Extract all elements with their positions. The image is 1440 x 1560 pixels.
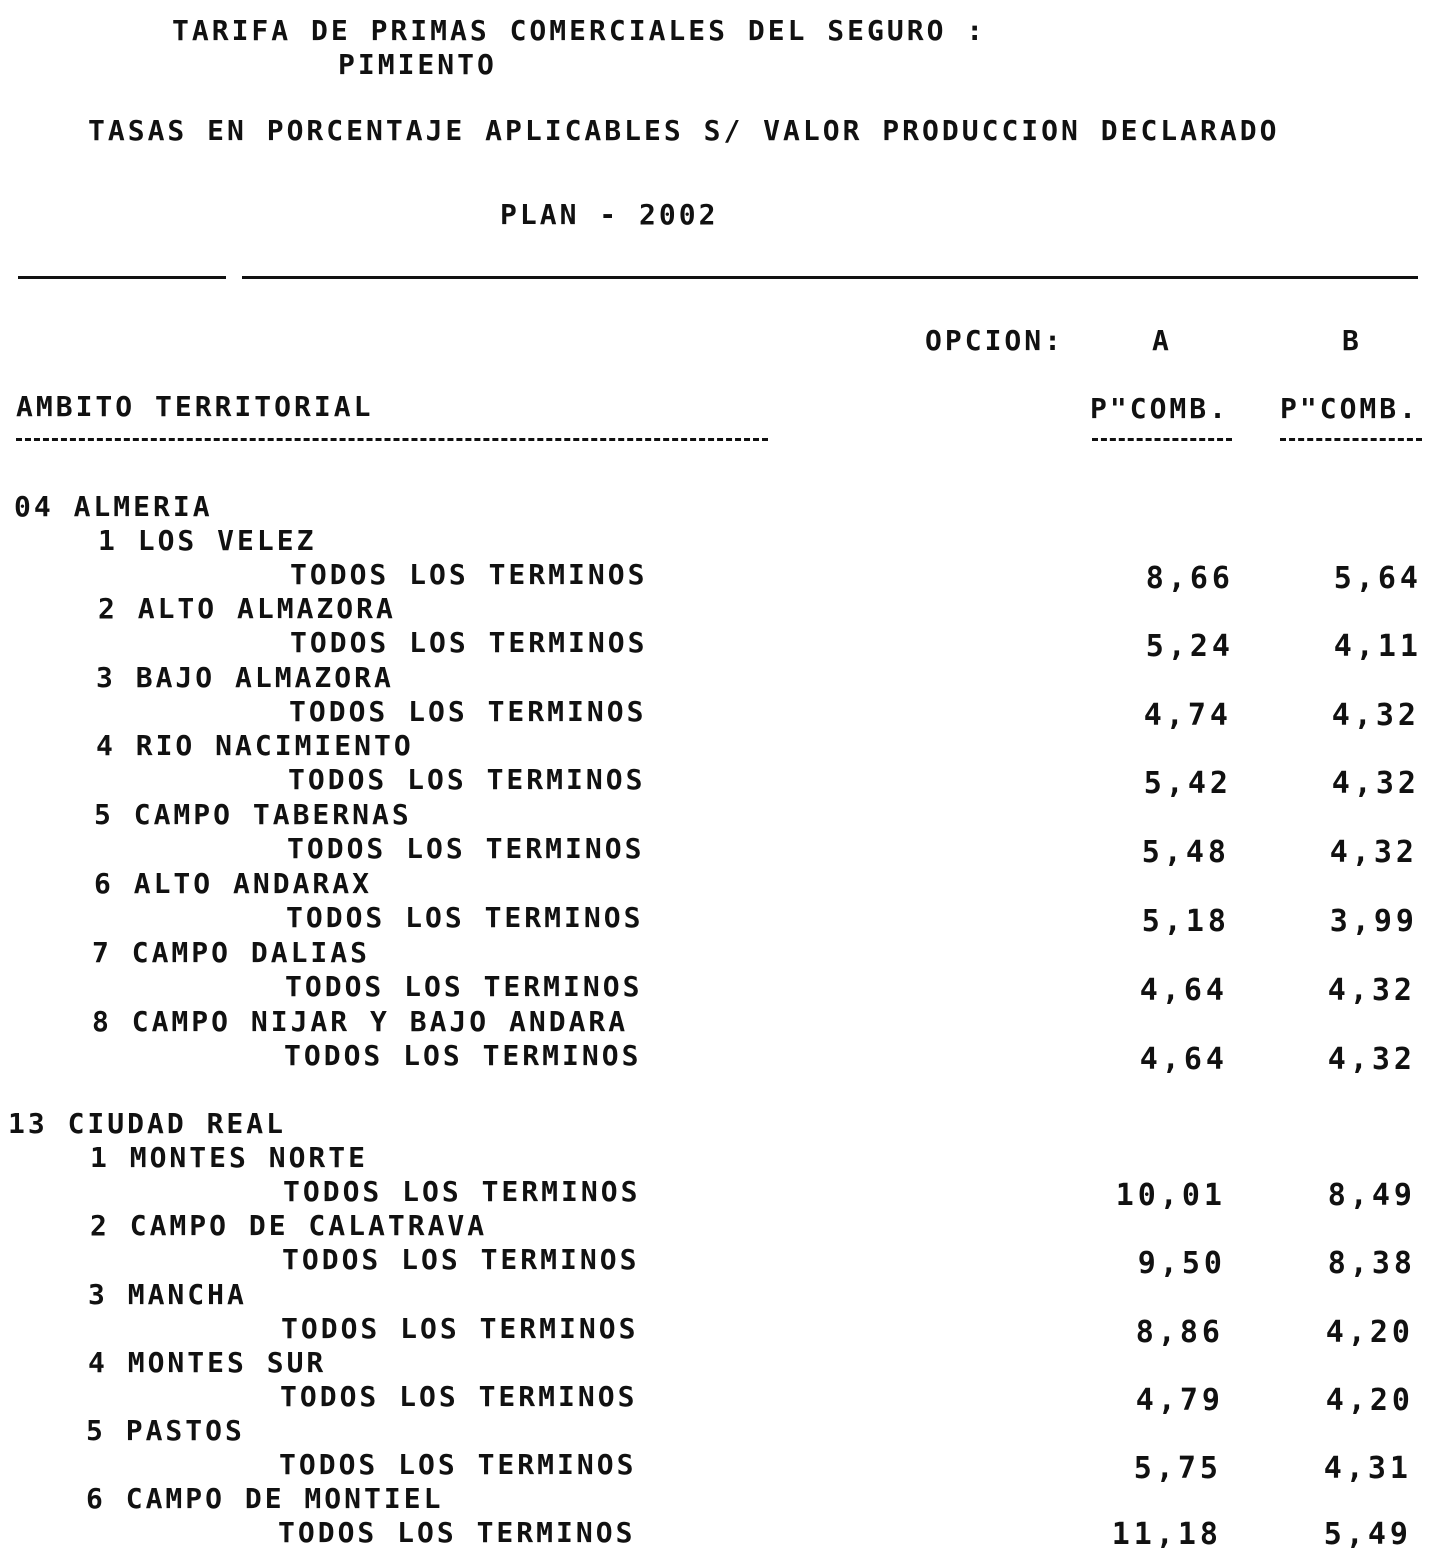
rate-a: 8,86 xyxy=(1135,1315,1224,1350)
rate-a: 5,75 xyxy=(1133,1451,1222,1486)
rate-a: 5,18 xyxy=(1141,904,1230,939)
rate-b: 4,32 xyxy=(1327,1042,1416,1077)
comarca-name: 1 LOS VELEZ xyxy=(98,524,317,557)
option-a-label: A xyxy=(1152,324,1172,357)
rate-b: 4,32 xyxy=(1327,973,1416,1008)
rate-b: 3,99 xyxy=(1329,904,1418,939)
col-b-underline xyxy=(1280,438,1422,441)
rate-a: 10,01 xyxy=(1115,1178,1226,1213)
comarca-name: 3 MANCHA xyxy=(88,1278,247,1311)
rate-a: 5,42 xyxy=(1143,766,1232,801)
rate-b: 5,49 xyxy=(1323,1517,1412,1552)
document-subtitle: TASAS EN PORCENTAJE APLICABLES S/ VALOR PRODUCCION DECLARADO xyxy=(88,114,1280,147)
terminos-label: TODOS LOS TERMINOS xyxy=(290,558,648,591)
rate-b: 4,32 xyxy=(1331,698,1420,733)
terminos-label: TODOS LOS TERMINOS xyxy=(283,1175,641,1208)
comarca-name: 5 CAMPO TABERNAS xyxy=(94,798,412,831)
option-b-label: B xyxy=(1342,324,1362,357)
comarca-name: 3 BAJO ALMAZORA xyxy=(96,661,394,694)
terminos-label: TODOS LOS TERMINOS xyxy=(287,832,645,865)
col-a-underline xyxy=(1092,438,1232,441)
comarca-name: 1 MONTES NORTE xyxy=(90,1141,369,1174)
rate-a: 4,64 xyxy=(1139,973,1228,1008)
rate-b: 8,49 xyxy=(1327,1178,1416,1213)
terminos-label: TODOS LOS TERMINOS xyxy=(282,1243,640,1276)
rate-a: 5,24 xyxy=(1145,629,1234,664)
rate-a: 11,18 xyxy=(1111,1517,1222,1552)
plan-year: PLAN - 2002 xyxy=(500,198,719,231)
comarca-name: 4 RIO NACIMIENTO xyxy=(96,729,414,762)
comarca-name: 2 CAMPO DE CALATRAVA xyxy=(90,1209,488,1242)
document-title: TARIFA DE PRIMAS COMERCIALES DEL SEGURO : xyxy=(172,14,987,47)
terminos-label: TODOS LOS TERMINOS xyxy=(286,901,644,934)
header-rule-left xyxy=(18,276,226,279)
province-heading: 04 ALMERIA xyxy=(14,490,213,523)
terminos-label: TODOS LOS TERMINOS xyxy=(285,970,643,1003)
terminos-label: TODOS LOS TERMINOS xyxy=(289,695,647,728)
rate-a: 4,74 xyxy=(1143,698,1232,733)
comarca-name: 8 CAMPO NIJAR Y BAJO ANDARA xyxy=(92,1005,629,1038)
col-b-header: P"COMB. xyxy=(1280,392,1420,425)
rate-a: 8,66 xyxy=(1145,561,1234,596)
province-heading: 13 CIUDAD REAL xyxy=(8,1107,287,1140)
rate-a: 4,79 xyxy=(1135,1383,1224,1418)
rate-a: 9,50 xyxy=(1137,1246,1226,1281)
rate-b: 8,38 xyxy=(1327,1246,1416,1281)
rate-a: 4,64 xyxy=(1139,1042,1228,1077)
comarca-name: 6 ALTO ANDARAX xyxy=(94,867,373,900)
rate-b: 5,64 xyxy=(1333,561,1422,596)
terminos-label: TODOS LOS TERMINOS xyxy=(288,763,646,796)
ambito-territorial-header: AMBITO TERRITORIAL xyxy=(16,390,374,423)
rate-b: 4,20 xyxy=(1325,1383,1414,1418)
rate-b: 4,32 xyxy=(1331,766,1420,801)
ambito-underline xyxy=(16,438,768,441)
terminos-label: TODOS LOS TERMINOS xyxy=(281,1312,639,1345)
comarca-name: 6 CAMPO DE MONTIEL xyxy=(86,1482,444,1515)
opcion-label: OPCION: xyxy=(925,324,1065,357)
comarca-name: 5 PASTOS xyxy=(86,1414,245,1447)
terminos-label: TODOS LOS TERMINOS xyxy=(279,1448,637,1481)
terminos-label: TODOS LOS TERMINOS xyxy=(290,626,648,659)
header-rule-right xyxy=(242,276,1418,279)
terminos-label: TODOS LOS TERMINOS xyxy=(284,1039,642,1072)
crop-name: PIMIENTO xyxy=(338,48,497,81)
comarca-name: 4 MONTES SUR xyxy=(88,1346,327,1379)
rate-b: 4,11 xyxy=(1333,629,1422,664)
rate-b: 4,32 xyxy=(1329,835,1418,870)
comarca-name: 2 ALTO ALMAZORA xyxy=(98,592,396,625)
comarca-name: 7 CAMPO DALIAS xyxy=(92,936,371,969)
terminos-label: TODOS LOS TERMINOS xyxy=(278,1516,636,1549)
col-a-header: P"COMB. xyxy=(1090,392,1230,425)
rate-b: 4,31 xyxy=(1323,1451,1412,1486)
terminos-label: TODOS LOS TERMINOS xyxy=(280,1380,638,1413)
rate-b: 4,20 xyxy=(1325,1315,1414,1350)
rate-a: 5,48 xyxy=(1141,835,1230,870)
